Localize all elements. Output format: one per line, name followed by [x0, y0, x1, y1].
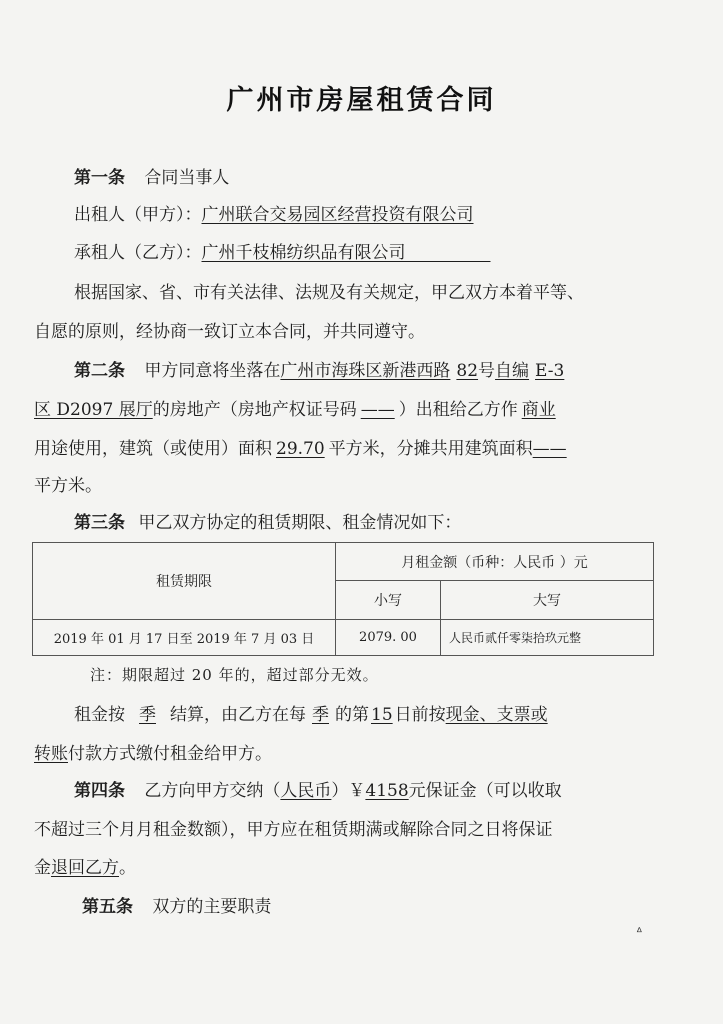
cell-period: 2019 年 01 月 17 日至 2019 年 7 月 03 日 [33, 619, 336, 655]
article-2-line4: 平方米。 [34, 476, 102, 496]
property-self-number-label: 自编 [495, 361, 530, 381]
payment-text: 结算，由乙方在每 [170, 705, 306, 725]
property-block: E-3 [535, 361, 565, 381]
payment-text: 的第 [335, 705, 369, 725]
article-3-line [74, 511, 723, 535]
article-2-text: 用途使用，建筑（或使用）面积 [34, 439, 272, 459]
header-small-amount: 小写 [336, 581, 441, 619]
property-district: 广州市海珠区 [280, 361, 383, 381]
article-4-heading: 第四条 [74, 781, 125, 801]
term-note: 注：期限超过 20 年的，超过部分无效。 [90, 666, 379, 684]
payment-text: 日前按 [394, 705, 446, 725]
article-1-heading: 第一条 [74, 168, 125, 188]
document-title: 广州市房屋租赁合同 [226, 85, 497, 116]
cell-small-amount: 2079. 00 [336, 619, 441, 655]
header-period: 租赁期限 [33, 543, 336, 620]
article-2-heading: 第二条 [74, 361, 125, 381]
article-4-text: 乙方向甲方交纳（ [144, 781, 281, 801]
building-area: 29.70 [276, 439, 325, 459]
article-3-title: 甲乙双方协定的租赁期限、租金情况如下： [138, 513, 462, 533]
article-1-paragraph-line2: 自愿的原则，经协商一致订立本合同，并共同遵守。 [34, 322, 425, 342]
article-5-line [82, 895, 723, 919]
lessee-blank [406, 243, 491, 263]
payment-text: 租金按 [74, 705, 125, 725]
article-4-line1 [74, 779, 723, 803]
article-2-text: 的房地产（房地产权证号码 [152, 400, 357, 420]
article-1-title: 合同当事人 [144, 168, 230, 188]
lessee-label: 承租人（乙方）： [74, 243, 202, 263]
article-5-title: 双方的主要职责 [152, 897, 272, 917]
shared-area: —— [532, 439, 567, 459]
article-4-text: 。 [119, 858, 136, 878]
article-2-line2 [34, 398, 684, 422]
article-4-text: 金 [34, 858, 51, 878]
rent-payment-line1 [74, 703, 723, 727]
article-2-line3 [34, 437, 684, 461]
property-usage: 商业 [521, 400, 556, 420]
lessee-line [74, 241, 723, 265]
cell-big-amount: 人民币贰仟零柒拾玖元整 [441, 619, 654, 655]
certificate-number: —— [360, 400, 395, 420]
property-unit: 区 D2097 展厅 [34, 400, 153, 420]
page-corner-mark: ᐞ [636, 925, 643, 939]
payment-method: 现金、支票或 [445, 705, 548, 725]
payment-method-transfer: 转账 [34, 744, 68, 764]
article-1-paragraph-line1: 根据国家、省、市有关法律、法规及有关规定，甲乙双方本着平等、 [74, 283, 584, 303]
settlement-cycle: 季 [139, 705, 156, 725]
article-2-text: 平方米，分摊共用建筑面积 [328, 439, 533, 459]
payment-day: 15 [371, 705, 393, 725]
article-4-text: 元保证金（可以收取 [408, 781, 562, 801]
payment-text: 付款方式缴付租金给甲方。 [68, 744, 272, 764]
article-2-line1 [74, 359, 723, 383]
lessor-line [74, 203, 723, 227]
article-4-text: ）￥ [331, 781, 366, 801]
payment-cycle: 季 [312, 705, 329, 725]
article-2-text: 号 [478, 361, 496, 381]
article-2-text: ）出租给乙方作 [398, 400, 518, 420]
rent-table [32, 542, 654, 656]
article-4-line2: 不超过三个月月租金数额），甲方应在租赁期满或解除合同之日将保证 [34, 820, 553, 840]
lessee-name: 广州千枝棉纺织品有限公司 [201, 243, 406, 263]
property-number: 82 [456, 361, 479, 381]
article-5-heading: 第五条 [82, 897, 133, 917]
lessor-name: 广州联合交易园区经营投资有限公司 [201, 205, 474, 225]
header-monthly-rent: 月租金额（币种：人民币 ）元 [336, 543, 654, 581]
deposit-currency: 人民币 [280, 781, 332, 801]
deposit-return: 退回乙方 [51, 858, 119, 878]
article-2-text: 甲方同意将坐落在 [144, 361, 281, 381]
article-4-line3 [34, 856, 684, 880]
lessor-label: 出租人（甲方）： [74, 205, 202, 225]
article-1-line [74, 166, 723, 190]
property-road: 新港西路 [382, 361, 451, 381]
header-big-amount: 大写 [441, 581, 654, 619]
article-3-heading: 第三条 [74, 513, 125, 533]
deposit-amount: 4158 [365, 781, 409, 801]
rent-payment-line2 [34, 742, 684, 766]
